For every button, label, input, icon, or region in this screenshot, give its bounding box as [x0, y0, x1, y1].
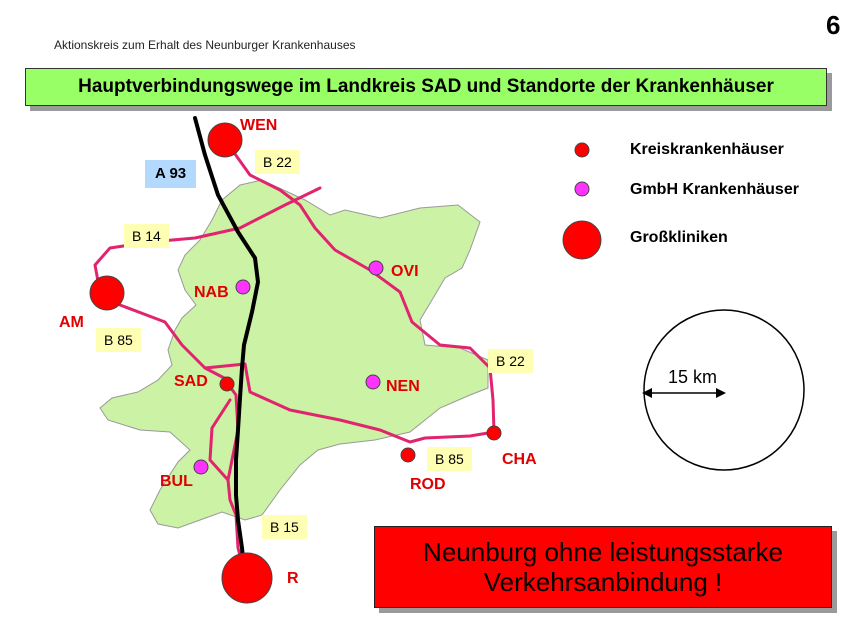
road-label-b22-top: B 22 [255, 150, 300, 174]
city-label-sad: SAD [174, 373, 208, 390]
city-label-ovi: OVI [391, 263, 419, 280]
gmbh-nab-marker [236, 280, 250, 294]
legend-gross-marker [563, 221, 601, 259]
city-label-wen: WEN [240, 117, 278, 134]
road-label-b15: B 15 [262, 515, 307, 539]
gmbh-bul-marker [194, 460, 208, 474]
callout-box [374, 526, 832, 608]
city-label-r: R [287, 570, 299, 587]
city-label-rod: ROD [410, 476, 446, 493]
city-label-cha: CHA [502, 451, 537, 468]
city-label-nen: NEN [386, 378, 420, 395]
legend-gmbh-marker [575, 182, 589, 196]
kreis-rod-marker [401, 448, 415, 462]
city-label-nab: NAB [194, 284, 229, 301]
road-label-b85-left: B 85 [96, 328, 141, 352]
scale-circle [644, 310, 804, 470]
grossklinik-am-marker [90, 276, 124, 310]
grossklinik-r-marker [222, 553, 272, 603]
map-title: Hauptverbindungswege im Landkreis SAD und Standorte der Krankenhäuser [25, 68, 827, 106]
legend-kreis-marker [575, 143, 589, 157]
subtitle: Aktionskreis zum Erhalt des Neunburger Krankenhauses [54, 38, 356, 52]
kreis-cha-marker [487, 426, 501, 440]
road-label-b14: B 14 [124, 224, 169, 248]
gmbh-nen-marker [366, 375, 380, 389]
legend-label-gmbh: GmbH Krankenhäuser [630, 181, 799, 198]
scale-arrowhead-right [716, 388, 726, 398]
page-number: 6 [826, 10, 841, 40]
legend-label-gross: Großkliniken [630, 229, 728, 246]
callout-line-2: Verkehrsanbindung ! [483, 567, 723, 597]
road-label-b22-right: B 22 [488, 349, 533, 373]
kreis-sad-marker [220, 377, 234, 391]
legend-label-kreis: Kreiskrankenhäuser [630, 141, 784, 158]
callout-line-1: Neunburg ohne leistungsstarke [423, 537, 783, 567]
grossklinik-wen-marker [208, 123, 242, 157]
road-label-a93: A 93 [145, 160, 196, 188]
city-label-bul: BUL [160, 473, 193, 490]
gmbh-ovi-marker [369, 261, 383, 275]
city-label-am: AM [59, 314, 84, 331]
road-label-b85-right: B 85 [427, 447, 472, 471]
scale-label: 15 km [668, 367, 718, 387]
